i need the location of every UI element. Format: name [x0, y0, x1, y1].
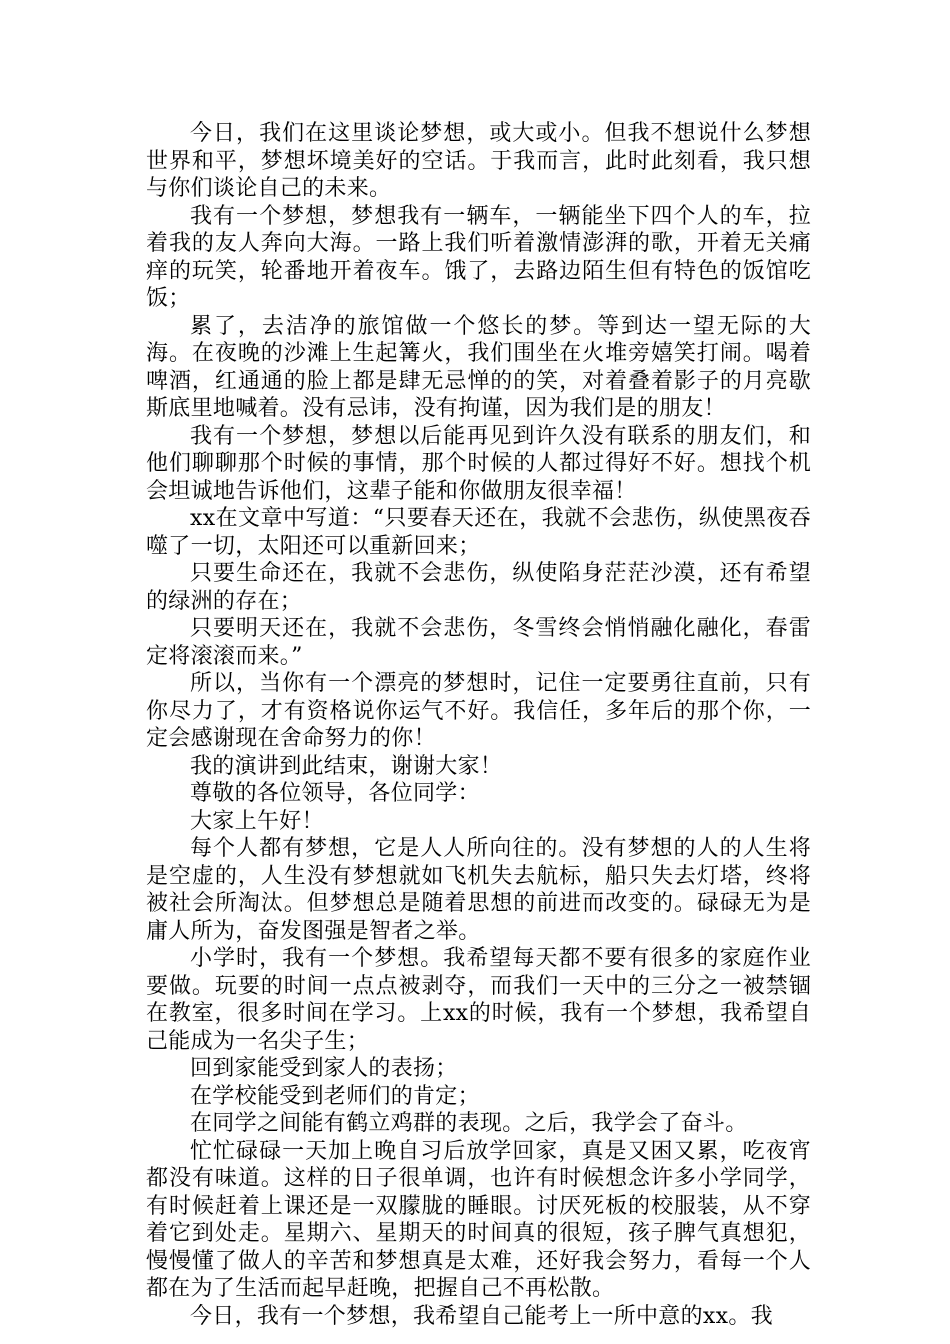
- paragraph: 只要生命还在，我就不会悲伤，纵使陷身茫茫沙漠，还有希望的绿洲的存在；: [146, 561, 811, 614]
- paragraph: 每个人都有梦想，它是人人所向往的。没有梦想的人的人生将是空虚的，人生没有梦想就如飞机失去航标，船只失去灯塔，终将被社会所淘汰。但梦想总是随着思想的前进而改变的。碌碌无为是庸人所为，奋发图强是智者之举。: [146, 836, 811, 944]
- paragraph: xx在文章中写道：“只要春天还在，我就不会悲伤，纵使黑夜吞噬了一切，太阳还可以重新回来；: [146, 506, 811, 559]
- paragraph: 我的演讲到此结束，谢谢大家！: [190, 753, 503, 779]
- paragraph: 今日，我们在这里谈论梦想，或大或小。但我不想说什么梦想世界和平，梦想坏境美好的空话。于我而言，此时此刻看，我只想与你们谈论自己的未来。: [146, 121, 811, 201]
- paragraph: 累了，去洁净的旅馆做一个悠长的梦。等到达一望无际的大海。在夜晚的沙滩上生起篝火，我们围坐在火堆旁嬉笑打闹。喝着啤酒，红通通的脸上都是肆无忌惮的的笑，对着叠着影子的月亮歇斯底里地喊着。没有忌讳，没有拘谨，因为我们是的朋友！: [146, 313, 811, 421]
- paragraph: 今日，我有一个梦想，我希望自己能考上一所中意的xx。我: [190, 1303, 773, 1329]
- paragraph: 所以，当你有一个漂亮的梦想时，记住一定要勇往直前，只有你尽力了，才有资格说你运气不好。我信任，多年后的那个你，一定会感谢现在舍命努力的你！: [146, 671, 811, 751]
- paragraph: 尊敬的各位领导，各位同学：: [190, 781, 480, 806]
- paragraph: 忙忙碌碌一天加上晚自习后放学回家，真是又困又累，吃夜宵都没有味道。这样的日子很单调，也许有时候想念许多小学同学，有时候赶着上课还是一双朦胧的睡眼。讨厌死板的校服装，从不穿着它到处走。星期六、星期天的时间真的很短，孩子脾气真想犯，慢慢懂了做人的辛苦和梦想真是太难，还好我会努力，看每一个人都在为了生活而起早赶晚，把握自己不再松散。: [146, 1138, 811, 1301]
- paragraph: 小学时，我有一个梦想。我希望每天都不要有很多的家庭作业要做。玩要的时间一点点被剥夺，而我们一天中的三分之一被禁锢在教室，很多时间在学习。上xx的时候，我有一个梦想，我希望自己能成为一名尖子生；: [146, 946, 811, 1054]
- paragraph: 只要明天还在，我就不会悲伤，冬雪终会悄悄融化融化，春雷定将滚滚而来。”: [146, 616, 811, 669]
- paragraph: 我有一个梦想，梦想以后能再见到许久没有联系的朋友们，和他们聊聊那个时候的事情，那个时候的人都过得好不好。想找个机会坦诚地告诉他们，这辈子能和你做朋友很幸福！: [146, 423, 811, 504]
- paragraph: 在学校能受到老师们的肯定；: [190, 1083, 480, 1109]
- paragraph: 大家上午好！: [190, 808, 324, 834]
- paragraph: 回到家能受到家人的表扬；: [190, 1056, 458, 1081]
- paragraph: 在同学之间能有鹤立鸡群的表现。之后，我学会了奋斗。: [190, 1111, 748, 1136]
- paragraph: 我有一个梦想，梦想我有一辆车，一辆能坐下四个人的车，拉着我的友人奔向大海。一路上我们听着激情澎湃的歌，开着无关痛痒的玩笑，轮番地开着夜车。饿了，去路边陌生但有特色的饭馆吃饭；: [146, 203, 811, 311]
- document-body: [146, 120, 811, 1330]
